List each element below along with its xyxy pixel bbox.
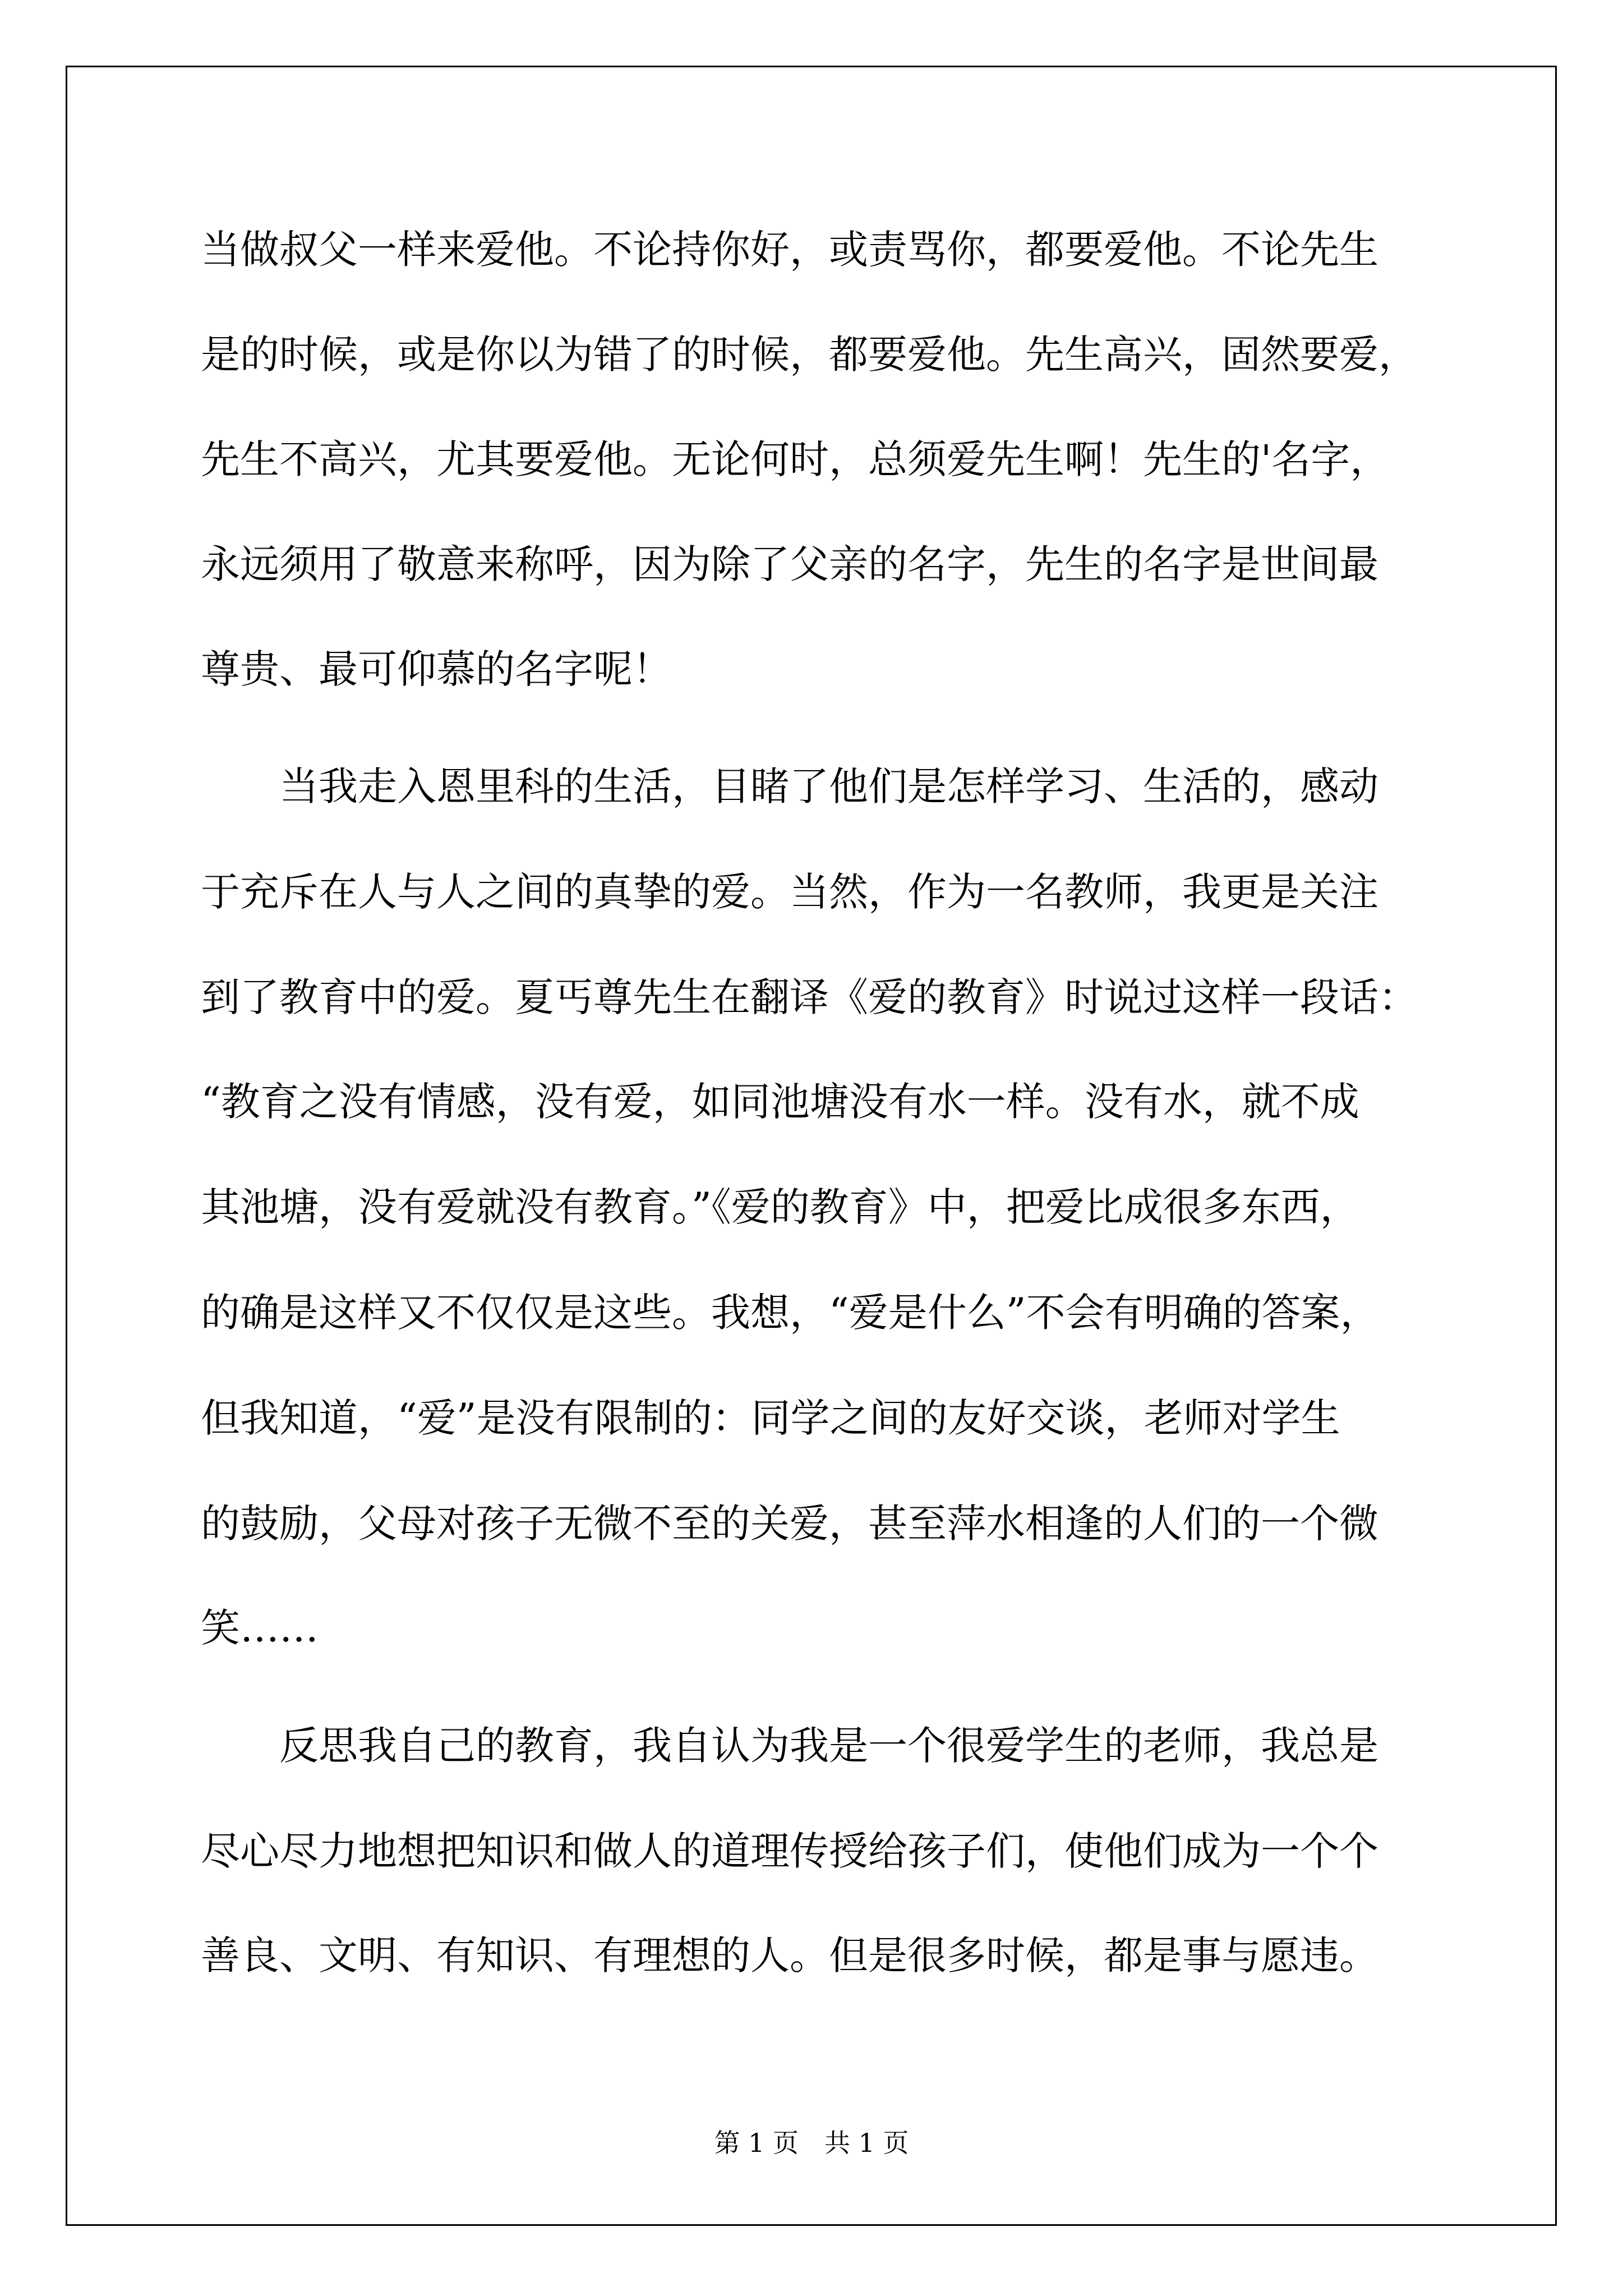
text-line: 笑…… [201,1605,319,1651]
text-line: 善良、文明、有知识、有理想的人。但是很多时候，都是事与愿违。 [201,1932,1378,1978]
text-line: 当做叔父一样来爱他。不论持你好，或责骂你，都要爱他。不论先生 [201,227,1378,273]
text-line: 的鼓励，父母对孩子无微不至的关爱，甚至萍水相逢的人们的一个微 [201,1501,1378,1547]
page-footer: 第 1 页 共 1 页 [714,2128,909,2158]
text-line: “教育之没有情感，没有爱，如同池塘没有水一样。没有水，就不成 [201,1079,1359,1125]
text-line: 是的时候，或是你以为错了的时候，都要爱他。先生高兴，固然要爱， [201,332,1418,378]
text-line: 尽心尽力地想把知识和做人的道理传授给孩子们，使他们成为一个个 [201,1828,1378,1874]
text-line: 于充斥在人与人之间的真挚的爱。当然，作为一名教师，我更是关注 [201,869,1378,915]
page-border [66,66,1557,2226]
text-line: 反思我自己的教育，我自认为我是一个很爱学生的老师，我总是 [201,1723,1378,1769]
text-line: 的确是这样又不仅仅是这些。我想，“爱是什么”不会有明确的答案， [201,1290,1380,1336]
text-line: 先生不高兴，尤其要爱他。无论何时，总须爱先生啊！先生的'名字， [201,436,1390,482]
text-line: 到了教育中的爱。夏丐尊先生在翻译《爱的教育》时说过这样一段话： [201,974,1418,1020]
text-line: 永远须用了敬意来称呼，因为除了父亲的名字，先生的名字是世间最 [201,541,1378,587]
text-line: 其池塘，没有爱就没有教育。”《爱的教育》中，把爱比成很多东西， [201,1184,1359,1230]
text-line: 但我知道，“爱”是没有限制的：同学之间的友好交谈，老师对学生 [201,1395,1340,1441]
text-line: 当我走入恩里科的生活，目睹了他们是怎样学习、生活的，感动 [201,763,1378,809]
text-line: 尊贵、最可仰慕的名字呢！ [201,646,672,692]
